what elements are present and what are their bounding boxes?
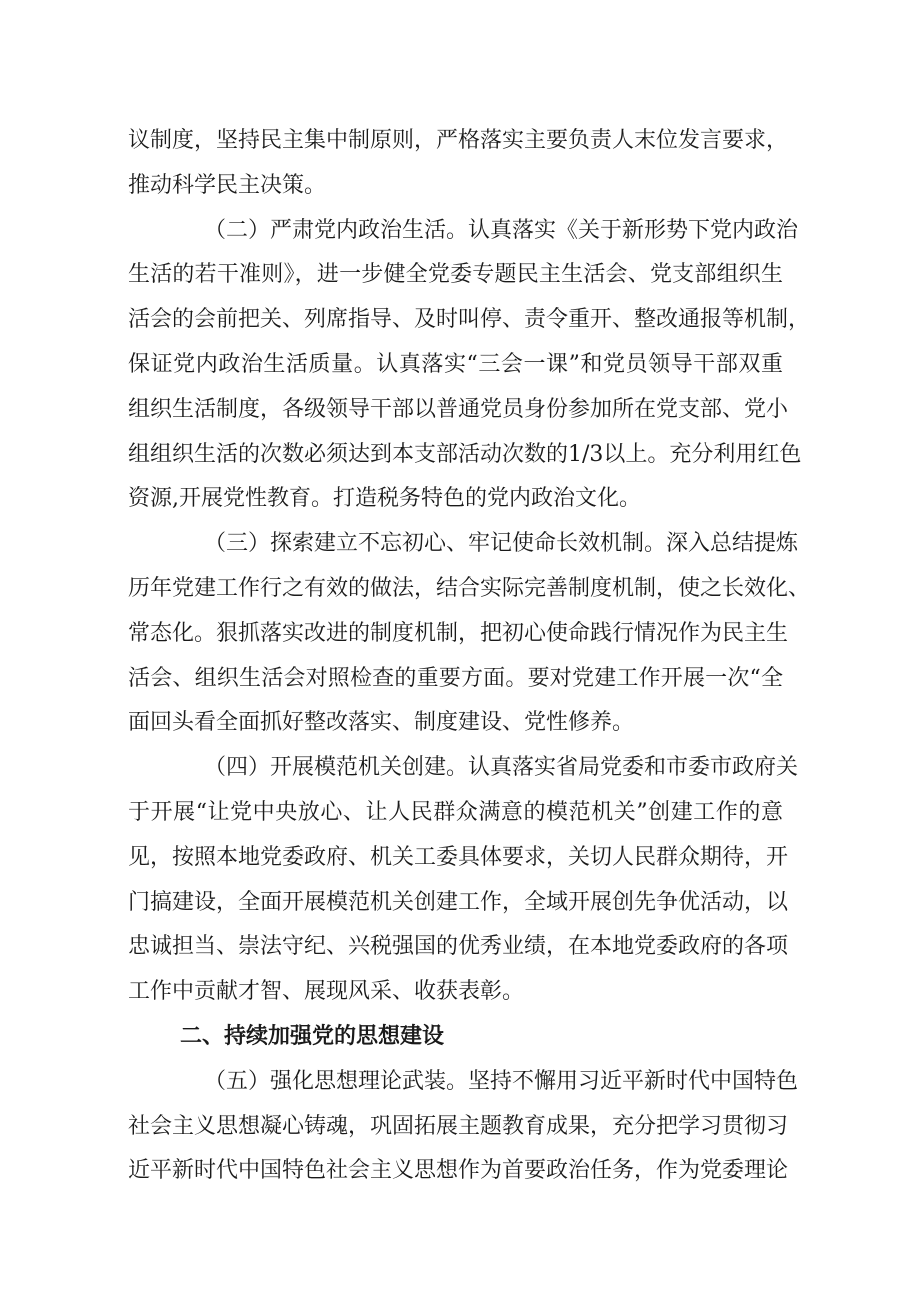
text-line bbox=[0, 1149, 920, 1194]
text-line-content: 于开展“让党中央放心、让人民群众满意的模范机关”创建工作的意 bbox=[128, 799, 783, 825]
text-line bbox=[0, 925, 920, 970]
text-line bbox=[0, 522, 920, 567]
text-line-content: 常态化。狠抓落实改进的制度机制，把初心使命践行情况作为民主生 bbox=[128, 620, 789, 646]
text-line bbox=[0, 612, 920, 657]
text-line-content: 议制度，坚持民主集中制原则，严格落实主要负责人末位发言要求， bbox=[128, 128, 789, 153]
text-line bbox=[0, 746, 920, 791]
text-line-content: 工作中贡献才智、展现风采、收获表彰。 bbox=[128, 979, 525, 1005]
document-body bbox=[0, 119, 920, 1194]
text-line-content: 组组织生活的次数必须达到本支部活动次数的1/3以上。充分利用红色 bbox=[128, 441, 802, 467]
text-line bbox=[0, 433, 920, 478]
text-line bbox=[0, 343, 920, 388]
text-line-content: （三）探索建立不忘初心、牢记使命长效机制。深入总结提炼 bbox=[204, 531, 799, 557]
text-line-content: 忠诚担当、崇法守纪、兴税强国的优秀业绩，在本地党委政府的各项 bbox=[128, 934, 789, 960]
text-line-content: 面回头看全面抓好整改落实、制度建设、党性修养。 bbox=[128, 710, 635, 736]
text-line bbox=[0, 791, 920, 836]
text-line bbox=[0, 253, 920, 298]
text-line bbox=[0, 1105, 920, 1150]
text-line-content: （四）开展模范机关创建。认真落实省局党委和市委市政府关 bbox=[204, 755, 799, 781]
text-line bbox=[0, 164, 920, 209]
text-line-content: 近平新时代中国特色社会主义思想作为首要政治任务，作为党委理论 bbox=[128, 1158, 789, 1184]
section-heading bbox=[0, 1015, 920, 1060]
text-line bbox=[0, 477, 920, 522]
text-line-content: 推动科学民主决策。 bbox=[128, 172, 327, 198]
text-line bbox=[0, 1060, 920, 1105]
text-line-content: 见，按照本地党委政府、机关工委具体要求，关切人民群众期待，开 bbox=[128, 844, 789, 870]
text-line-content: 生活的若干准则》，进一步健全党委专题民主生活会、党支部组织生 bbox=[128, 262, 783, 288]
text-line-content: 活会、组织生活会对照检查的重要方面。要对党建工作开展一次“全 bbox=[128, 665, 783, 691]
text-line bbox=[0, 836, 920, 881]
text-line bbox=[0, 701, 920, 746]
text-line bbox=[0, 881, 920, 926]
text-line-content: 历年党建工作行之有效的做法，结合实际完善制度机制，使之长效化、 bbox=[128, 575, 811, 601]
text-line bbox=[0, 298, 920, 343]
text-line bbox=[0, 388, 920, 433]
text-line bbox=[0, 209, 920, 254]
text-line bbox=[0, 970, 920, 1015]
text-line-content: 门搞建设，全面开展模范机关创建工作，全域开展创先争优活动，以 bbox=[128, 889, 789, 915]
text-line bbox=[0, 119, 920, 164]
text-line-content: 社会主义思想凝心铸魂，巩固拓展主题教育成果，充分把学习贯彻习 bbox=[128, 1113, 789, 1139]
text-line bbox=[0, 657, 920, 702]
text-line-content: 资源,开展党性教育。打造税务特色的党内政治文化。 bbox=[128, 486, 641, 512]
text-line bbox=[0, 567, 920, 612]
section-heading-text: 二、持续加强党的思想建设 bbox=[180, 1023, 445, 1049]
text-line-content: （二）严肃党内政治生活。认真落实《关于新形势下党内政治 bbox=[204, 217, 799, 243]
text-line-content: 保证党内政治生活质量。认真落实“三会一课”和党员领导干部双重 bbox=[128, 351, 783, 377]
text-line-content: 组织生活制度，各级领导干部以普通党员身份参加所在党支部、党小 bbox=[128, 396, 789, 422]
text-line-content: 活会的会前把关、列席指导、及时叫停、责令重开、整改通报等机制， bbox=[128, 307, 811, 333]
text-line-content: （五）强化思想理论武装。坚持不懈用习近平新时代中国特色 bbox=[204, 1068, 799, 1094]
